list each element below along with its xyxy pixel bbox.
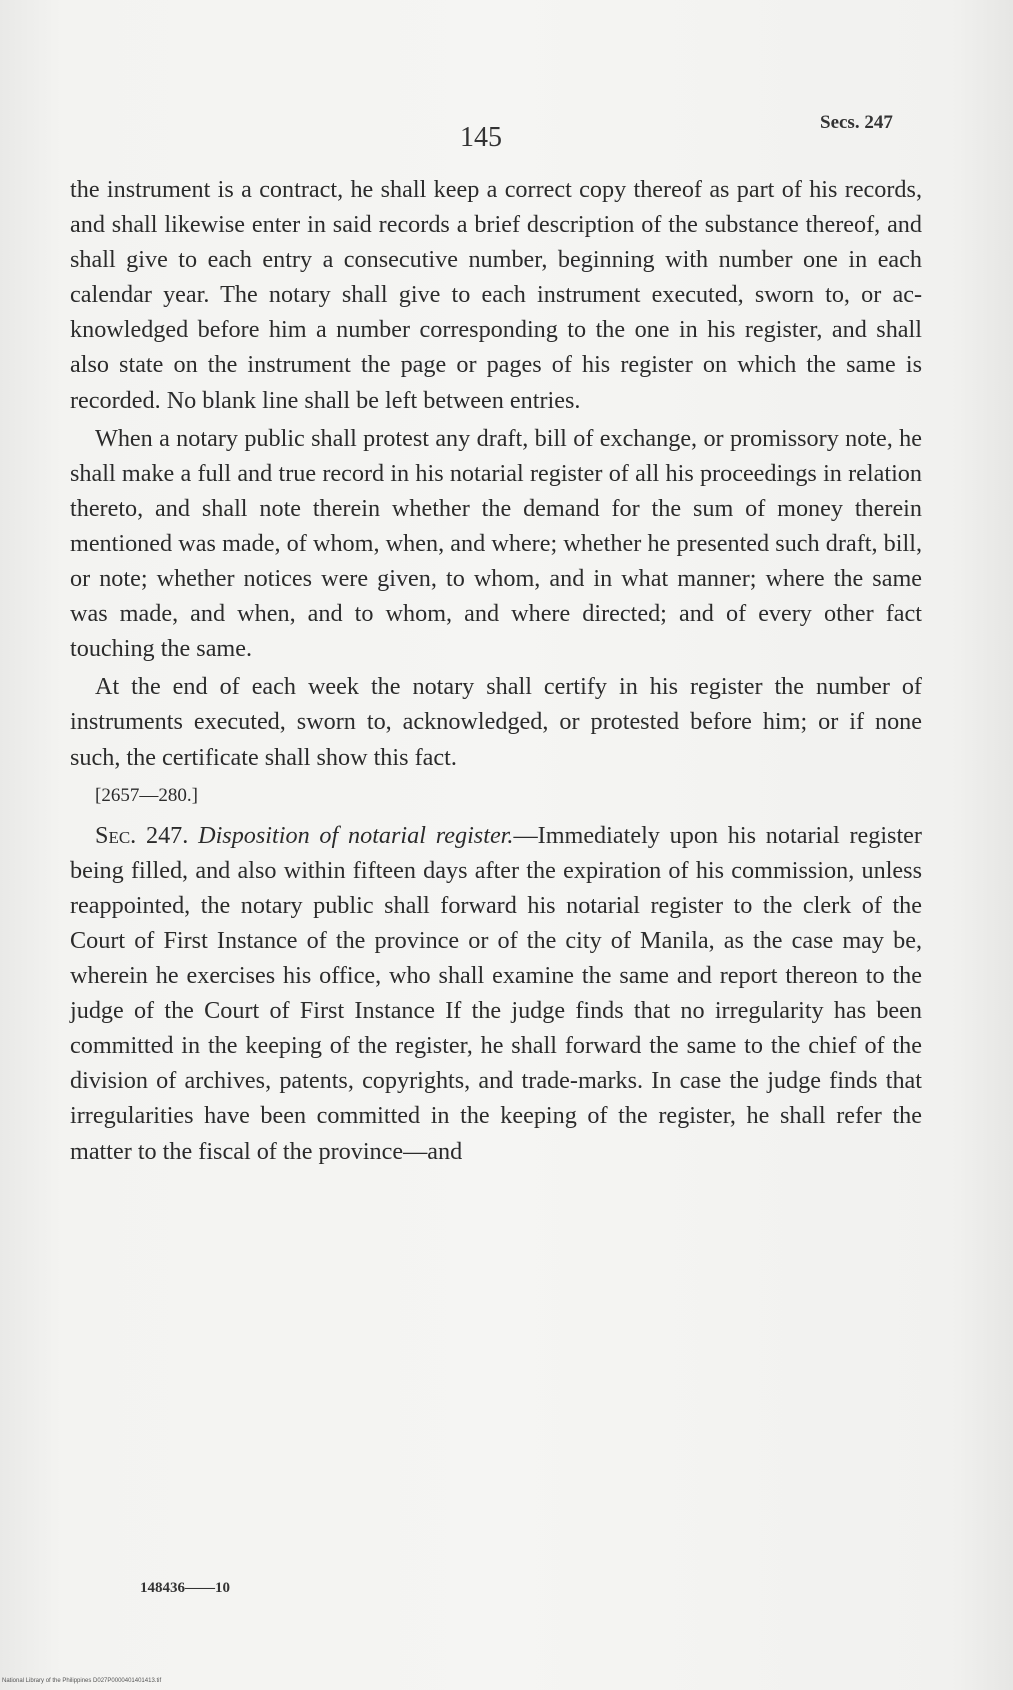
section-label: Sec. 247. — [95, 821, 189, 849]
paragraph-protest-record: When a notary public shall protest any draft, bill of exchange, or promissory note, he shall make a full and true record in his notarial register of all his proceedings in relation thereto, and shall note therein whether the demand for the sum of money therein mentioned was made, of whom, when, and where; whether he presented such draft, bill, or note; whether notices were given, to whom, and in what manner; where the same was made, and when, and to whom, and where directed; and of every other fact touching the same. — [70, 424, 922, 663]
section-text: —Immediately upon his notarial register being filled, and also within fifteen days after the expiration of his commission, unless reappointed, the notary public shall forward his notarial register to the clerk of the Court of First Instance of the province or of the city of Manila, as the case may be, wherein he exercises his office, who shall examine the same and report thereon to the judge of the Court of First Instance If the judge finds that no irregularity has been committed in the keeping of the register, he shall forward the same to the chief of the division of archives, patents, copyrights, and trade-marks. In case the judge finds that irregularities have been committed in the keeping of the register, he shall refer the matter to the fiscal of the province—and — [70, 821, 922, 1165]
printer-signature-mark: 148436——10 — [140, 1580, 230, 1596]
archive-stamp: National Library of the Philippines D027P0000401401413.tif — [2, 1678, 162, 1684]
section-247-paragraph — [70, 818, 922, 1169]
paragraph-weekly-certification: At the end of each week the notary shall certify in his register the number of instruments executed, sworn to, acknowledged, or protested before him; or if none such, the certificate shall show this fact. — [70, 673, 922, 771]
page-body — [70, 172, 922, 1172]
page-number: 145 — [460, 122, 502, 153]
paragraph-continued: the instrument is a contract, he shall keep a correct copy thereof as part of his records, and shall likewise enter in said records a brief description of the substance thereof, and shall give to each entry a consecutive number, beginning with number one in each calendar year. The notary shall give to each instrument executed, sworn to, or acknowledged before him a number corresponding to the one in his register, and shall also state on the instrument the page or pages of his register on which the same is recorded. No blank line shall be left between entries. — [70, 176, 922, 414]
running-section-header: Secs. 247 — [820, 112, 893, 133]
statute-citation: [2657—280.] — [95, 784, 198, 806]
section-title: Disposition of notarial register. — [198, 821, 514, 849]
